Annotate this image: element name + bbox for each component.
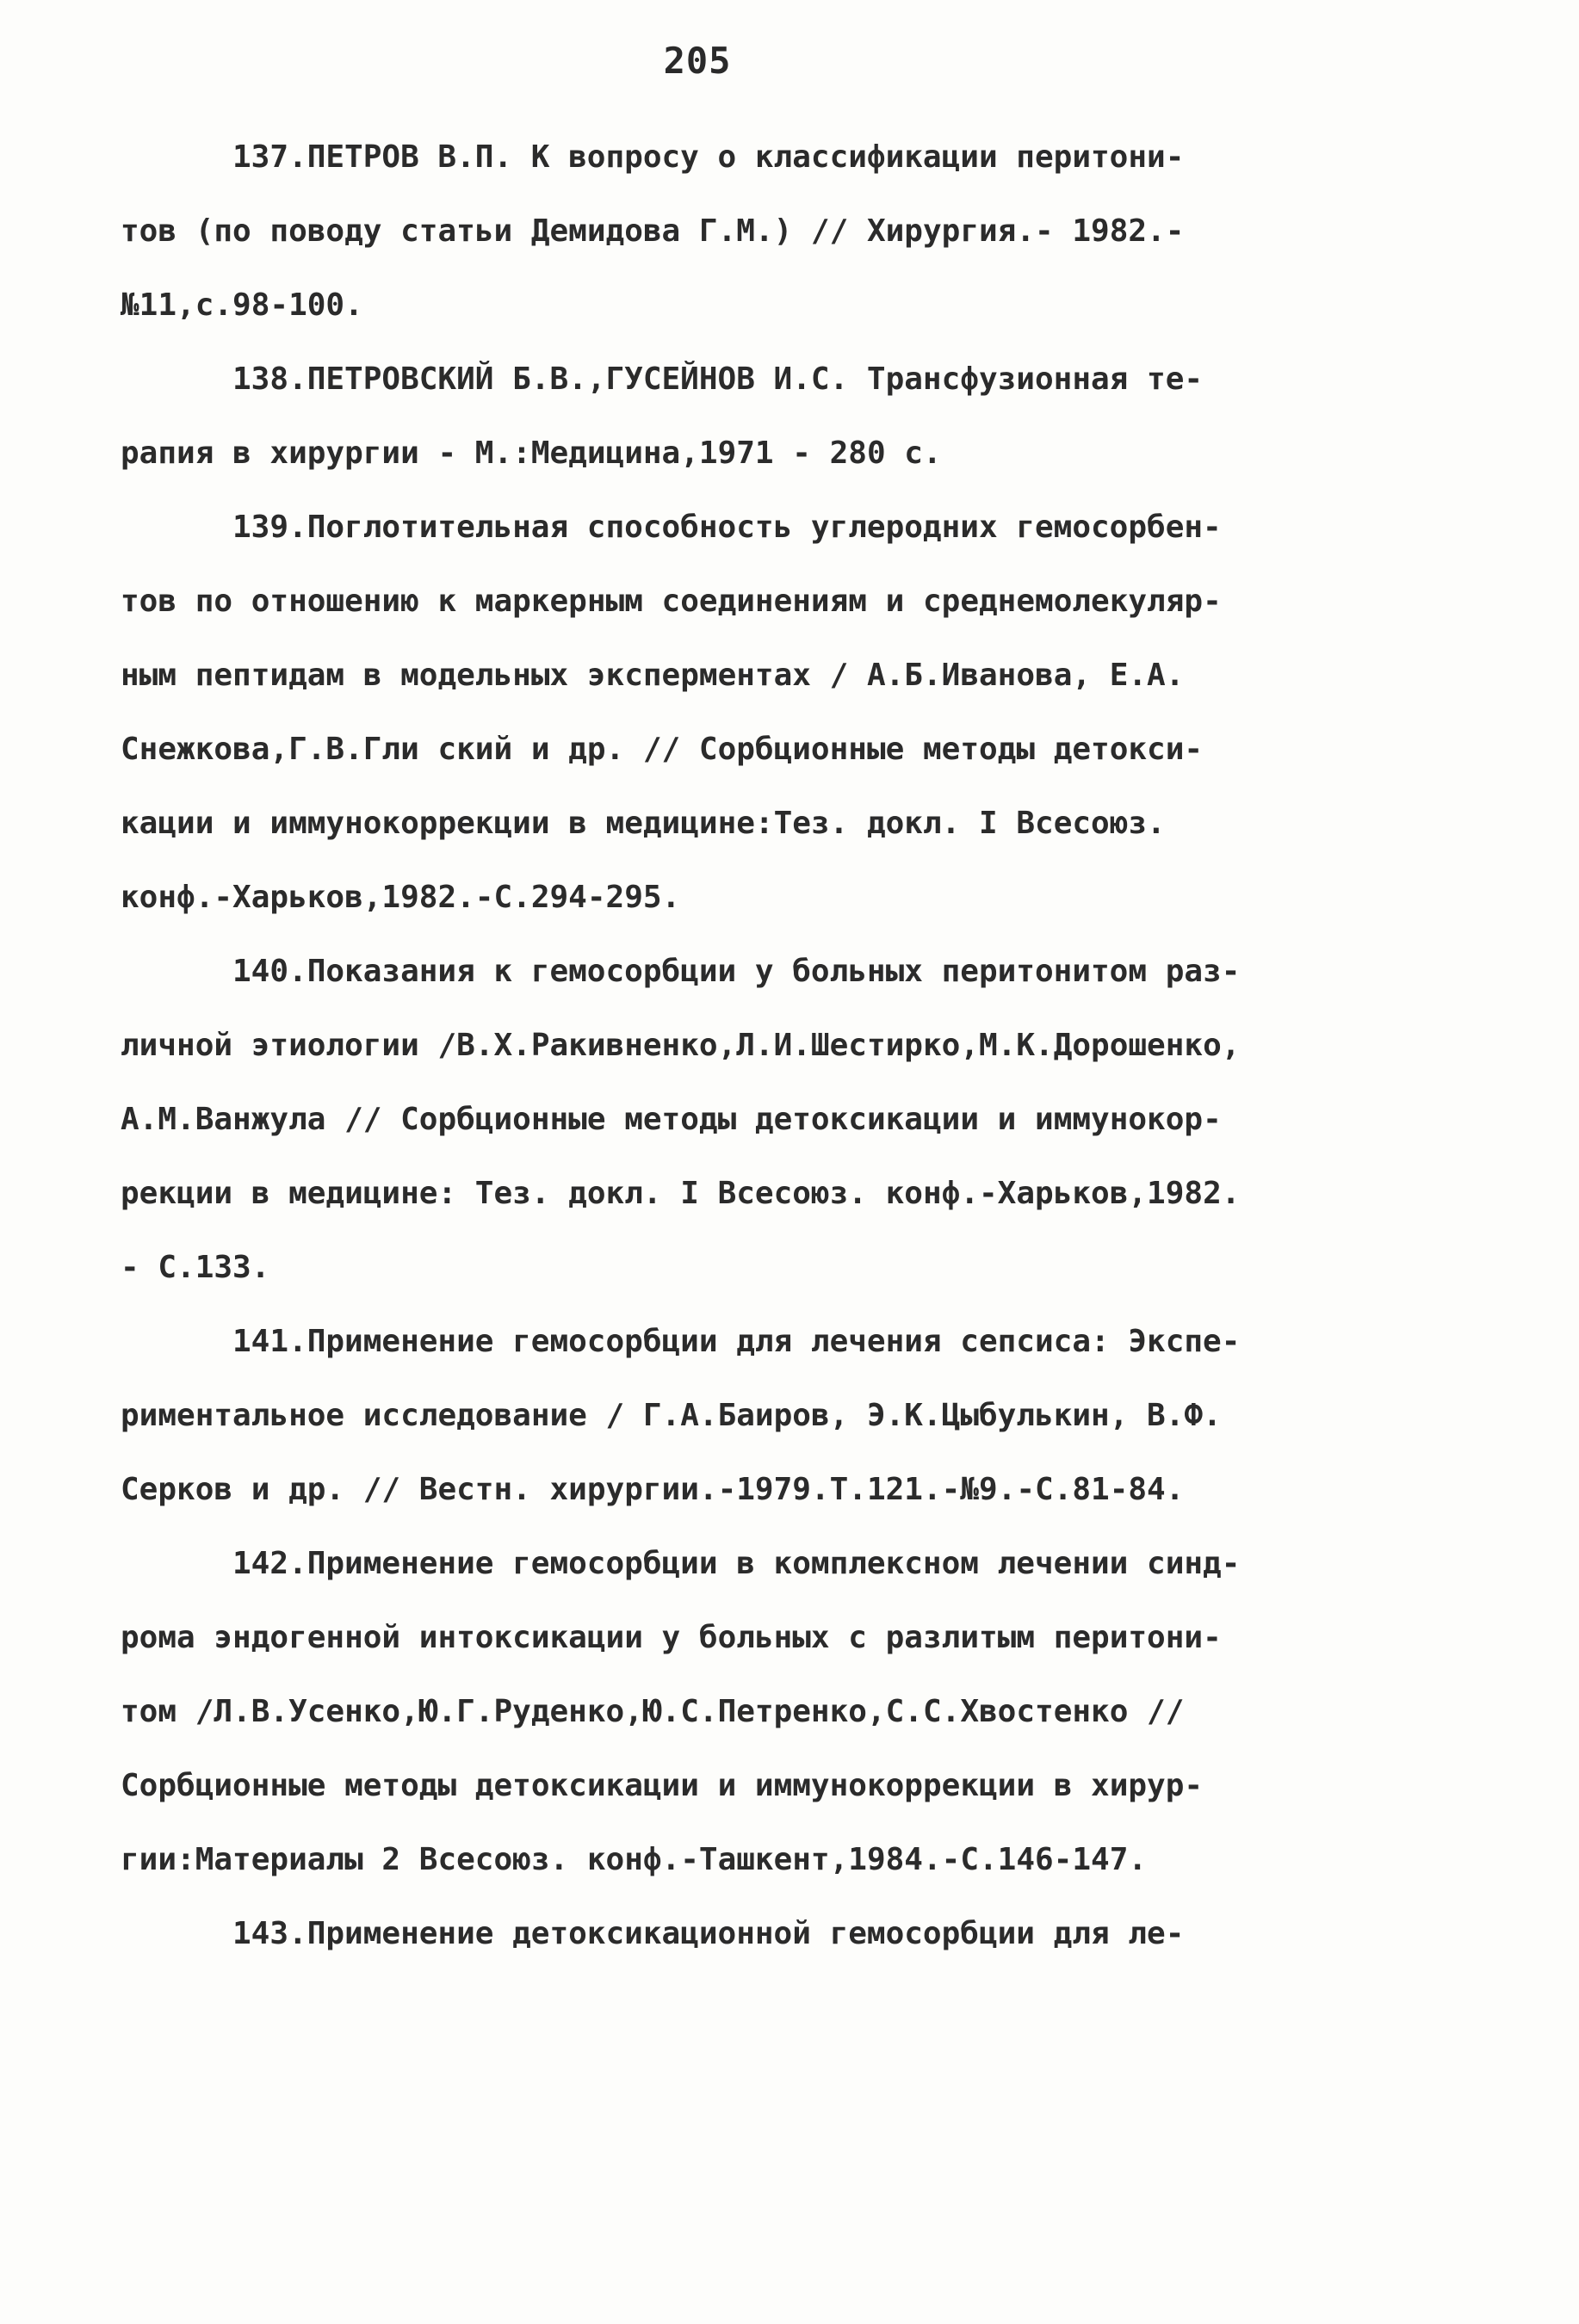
reference-line: Сорбционные методы детоксикации и иммунокоррекции в хирур-	[121, 1768, 1204, 1803]
reference-line: 141.Применение гемосорбции для лечения сепсиса: Экспе-	[232, 1324, 1241, 1359]
reference-line: конф.-Харьков,1982.-С.294-295.	[121, 880, 681, 915]
reference-line: 138.ПЕТРОВСКИЙ Б.В.,ГУСЕЙНОВ И.С. Трансфузионная те-	[232, 362, 1204, 397]
reference-line: Снежкова,Г.В.Гли ский и др. // Сорбционные методы детокси-	[121, 732, 1204, 767]
reference-138	[121, 343, 1464, 491]
reference-line: Серков и др. // Вестн. хирургии.-1979.Т.121.-№9.-С.81-84.	[121, 1472, 1185, 1507]
reference-line: А.М.Ванжула // Сорбционные методы детоксикации и иммунокор-	[121, 1102, 1222, 1137]
reference-line: ным пептидам в модельных эксперментах / А.Б.Иванова, Е.А.	[121, 658, 1185, 693]
reference-line: №11,с.98-100.	[121, 287, 363, 323]
reference-line: - С.133.	[121, 1250, 270, 1285]
reference-line: 142.Применение гемосорбции в комплексном лечении синд-	[232, 1546, 1241, 1581]
page-number: 205	[663, 40, 732, 82]
reference-line: риментальное исследование / Г.А.Баиров, Э.К.Цыбулькин, В.Ф.	[121, 1398, 1222, 1433]
reference-139	[121, 491, 1464, 935]
reference-list	[121, 121, 1464, 1971]
reference-line: 140.Показания к гемосорбции у больных перитонитом раз-	[232, 954, 1241, 989]
reference-line: личной этиологии /В.Х.Ракивненко,Л.И.Шестирко,М.К.Дорошенко,	[121, 1028, 1241, 1063]
reference-line: 137.ПЕТРОВ В.П. К вопросу о классификации перитони-	[232, 139, 1185, 175]
reference-line: рома эндогенной интоксикации у больных с разлитым перитони-	[121, 1620, 1222, 1655]
reference-line: тов по отношению к маркерным соединениям и среднемолекуляр-	[121, 584, 1222, 619]
reference-141	[121, 1305, 1464, 1527]
reference-142	[121, 1527, 1464, 1897]
reference-line: рапия в хирургии - М.:Медицина,1971 - 280 с.	[121, 436, 942, 471]
reference-line: кации и иммунокоррекции в медицине:Тез. докл. I Всесоюз.	[121, 806, 1166, 841]
reference-140	[121, 935, 1464, 1305]
reference-143	[121, 1897, 1464, 1971]
reference-line: 139.Поглотительная способность углеродних гемосорбен-	[232, 510, 1222, 545]
reference-137	[121, 121, 1464, 343]
reference-line: 143.Применение детоксикационной гемосорбции для ле-	[232, 1916, 1185, 1951]
reference-line: том /Л.В.Усенко,Ю.Г.Руденко,Ю.С.Петренко,С.С.Хвостенко //	[121, 1694, 1185, 1729]
reference-line: гии:Материалы 2 Всесоюз. конф.-Ташкент,1984.-С.146-147.	[121, 1842, 1148, 1877]
reference-line: рекции в медицине: Тез. докл. I Всесоюз. конф.-Харьков,1982.	[121, 1176, 1241, 1211]
reference-line: тов (по поводу статьи Демидова Г.М.) // Хирургия.- 1982.-	[121, 213, 1185, 249]
